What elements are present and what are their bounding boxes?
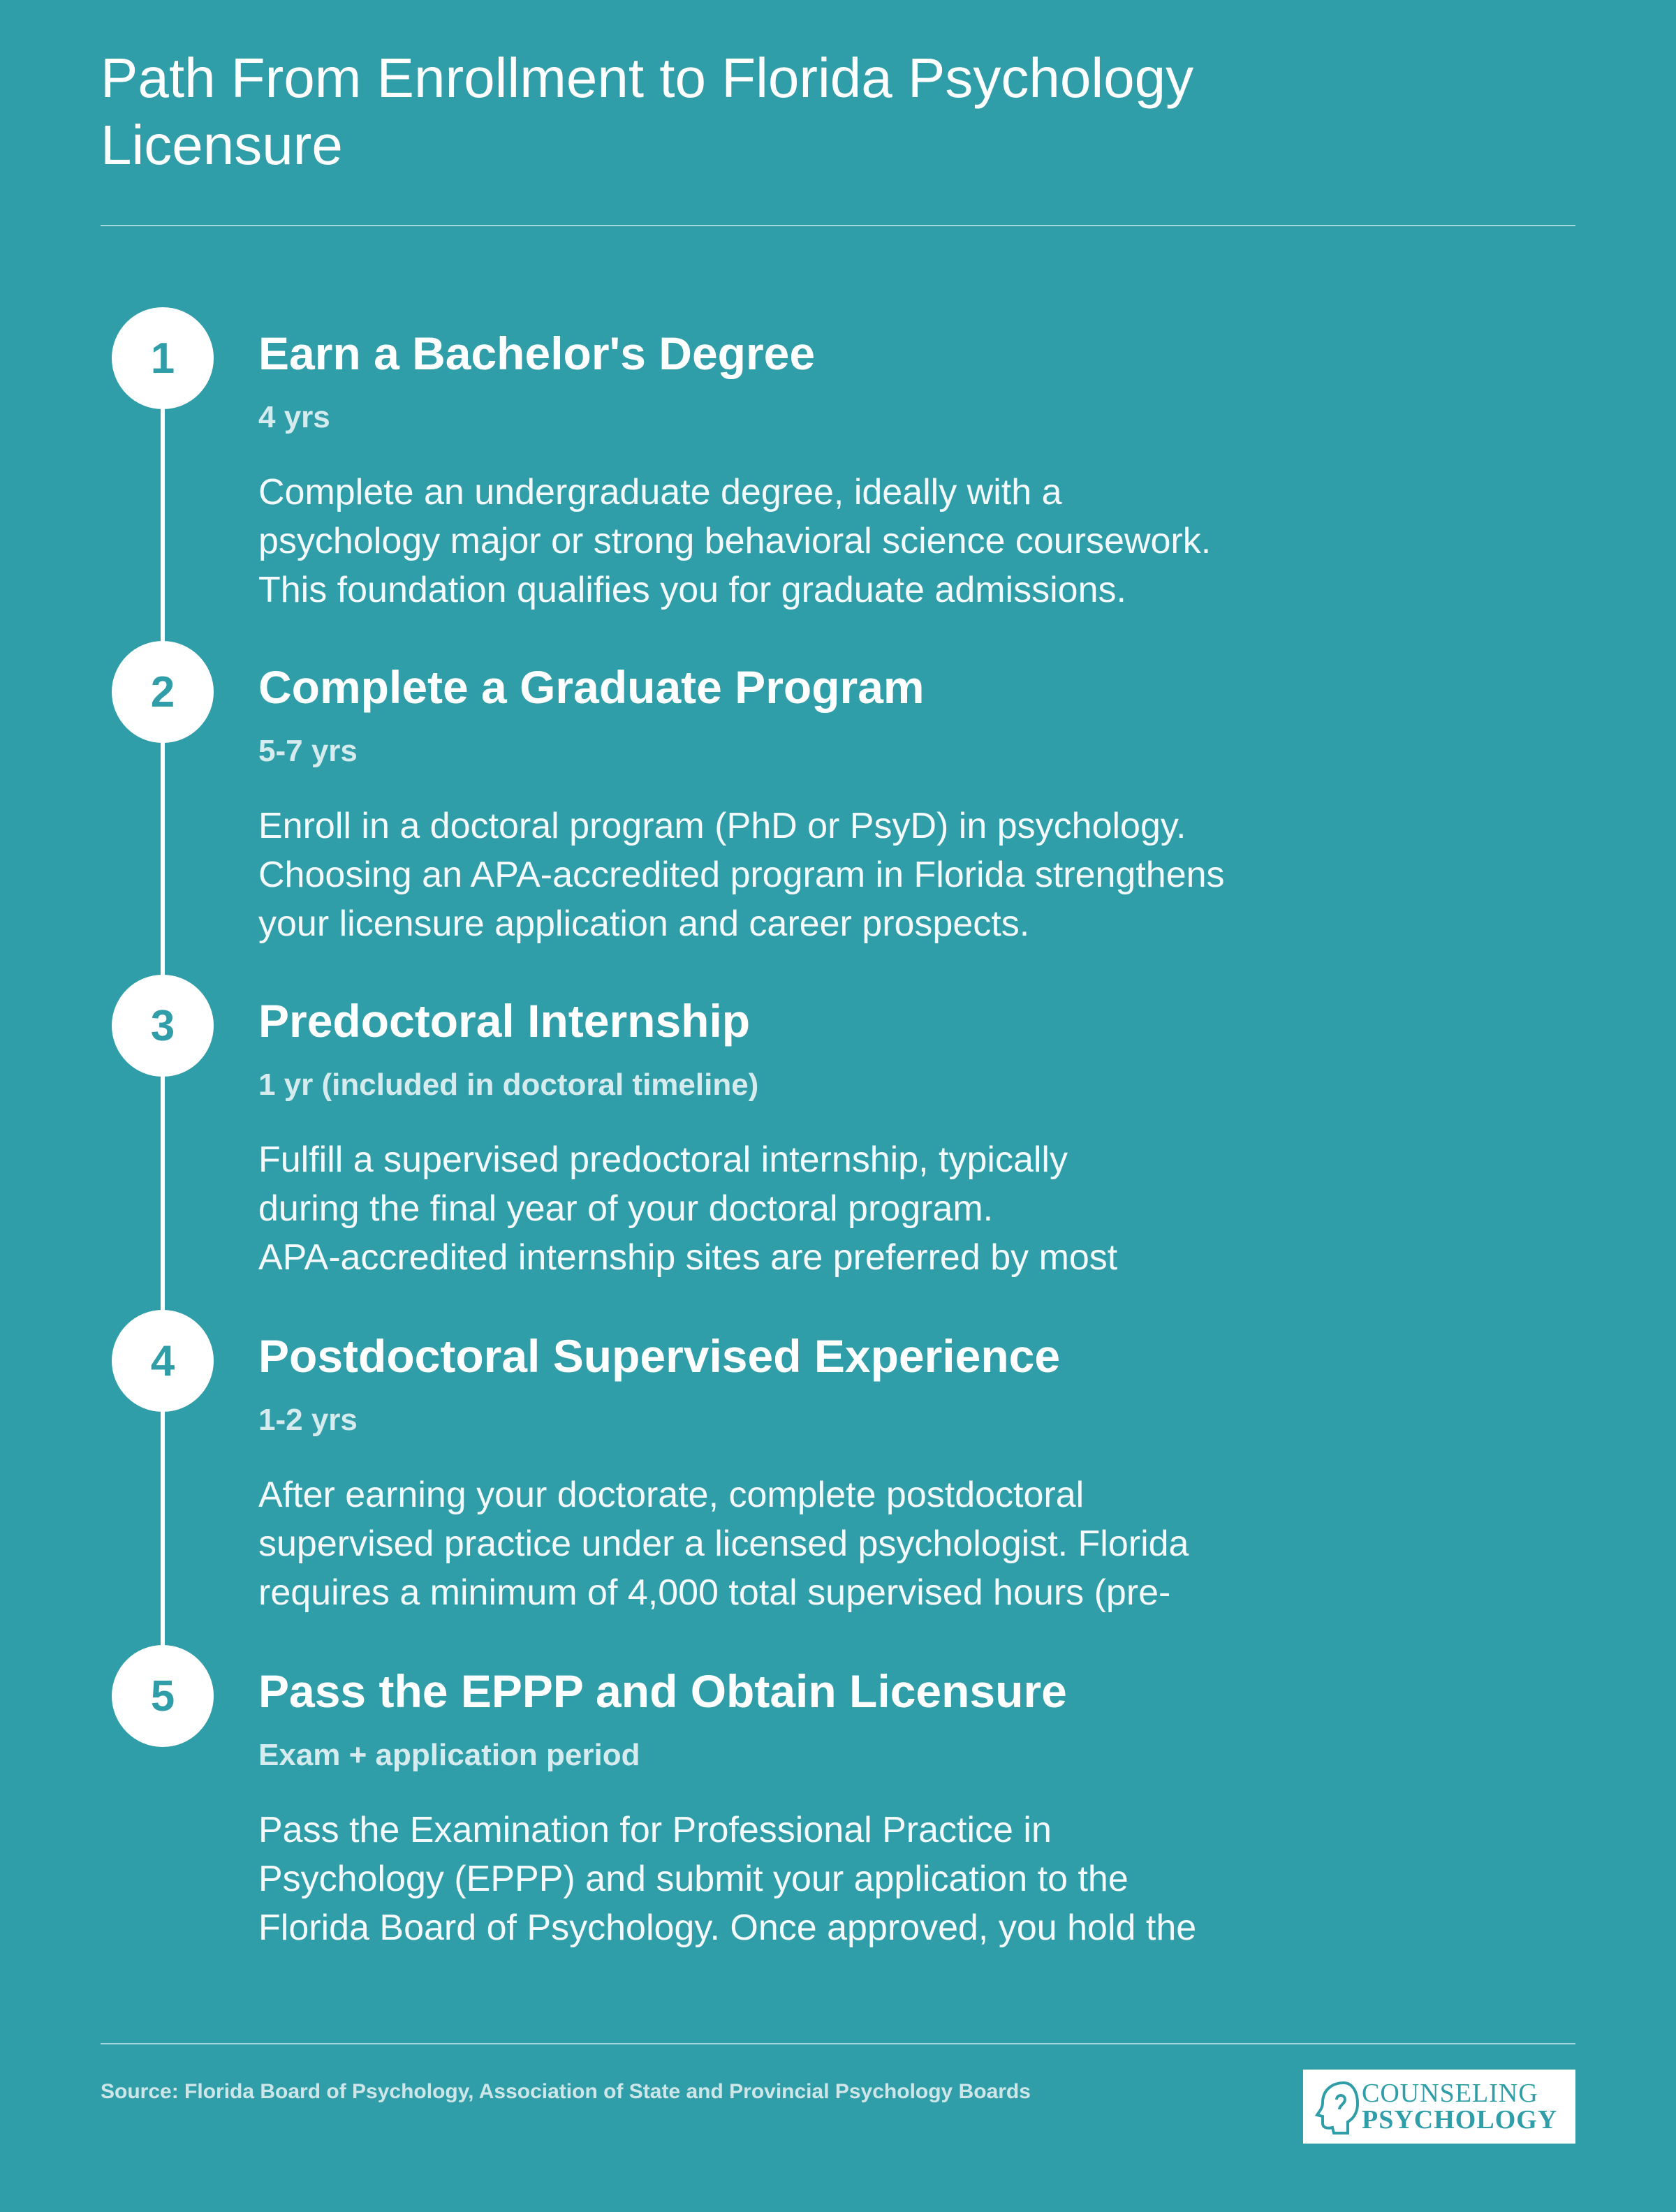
description-line: supervised practice under a licensed psychologist. Florida (258, 1524, 1189, 1564)
step-number-badge: 2 (112, 641, 214, 743)
description-line: requires a minimum of 4,000 total supervised hours (pre- (258, 1572, 1171, 1613)
description-line: during the final year of your doctoral program. (258, 1188, 994, 1229)
description-line: This foundation qualifies you for graduate admissions. (258, 570, 1126, 610)
description-line: After earning your doctorate, complete postdoctoral (258, 1475, 1085, 1515)
step-description (258, 468, 1348, 614)
header-divider (101, 225, 1575, 226)
source-note: Source: Florida Board of Psychology, Association of State and Provincial Psychology Boards (101, 2080, 1031, 2103)
step-duration: Exam + application period (258, 1738, 640, 1772)
step-number-badge: 3 (112, 975, 214, 1077)
footer-divider (101, 2043, 1575, 2044)
counseling-psychology-logo (1303, 2070, 1575, 2144)
step-duration: 1 yr (included in doctoral timeline) (258, 1068, 759, 1102)
head-profile-icon (1313, 2079, 1362, 2134)
step-description (258, 802, 1348, 948)
description-line: Complete an undergraduate degree, ideally with a (258, 472, 1062, 513)
step-duration: 5-7 yrs (258, 734, 358, 768)
description-line: Choosing an APA-accredited program in Florida strengthens (258, 855, 1225, 895)
logo-wordmark (1362, 2080, 1557, 2133)
description-line: Florida Board of Psychology. Once approved, you hold the (258, 1908, 1197, 1948)
step-description (258, 1470, 1348, 1617)
step-title: Predoctoral Internship (258, 995, 751, 1047)
step-number-badge: 4 (112, 1310, 214, 1412)
description-line: Enroll in a doctoral program (PhD or PsyD) in psychology. (258, 806, 1186, 846)
description-line: Pass the Examination for Professional Practice in (258, 1810, 1052, 1850)
step-duration: 4 yrs (258, 400, 330, 434)
step-description (258, 1135, 1348, 1282)
step-number-badge: 5 (112, 1645, 214, 1747)
description-line: Psychology (EPPP) and submit your application to the (258, 1859, 1129, 1899)
description-line: your licensure application and career prospects. (258, 904, 1030, 944)
description-line: APA-accredited internship sites are preferred by most (258, 1237, 1118, 1278)
step-description (258, 1806, 1348, 1952)
logo-line-2: PSYCHOLOGY (1362, 2105, 1558, 2134)
description-line: Fulfill a supervised predoctoral internship, typically (258, 1140, 1068, 1180)
logo-line-1: COUNSELING (1362, 2079, 1538, 2108)
step-duration: 1-2 yrs (258, 1403, 358, 1437)
step-number-badge: 1 (112, 307, 214, 409)
description-line: psychology major or strong behavioral science coursework. (258, 521, 1212, 561)
step-title: Pass the EPPP and Obtain Licensure (258, 1665, 1067, 1717)
step-title: Complete a Graduate Program (258, 661, 925, 713)
page-title: Path From Enrollment to Florida Psychology Licensure (101, 47, 1194, 176)
step-title: Postdoctoral Supervised Experience (258, 1330, 1061, 1382)
step-title: Earn a Bachelor's Degree (258, 327, 816, 379)
